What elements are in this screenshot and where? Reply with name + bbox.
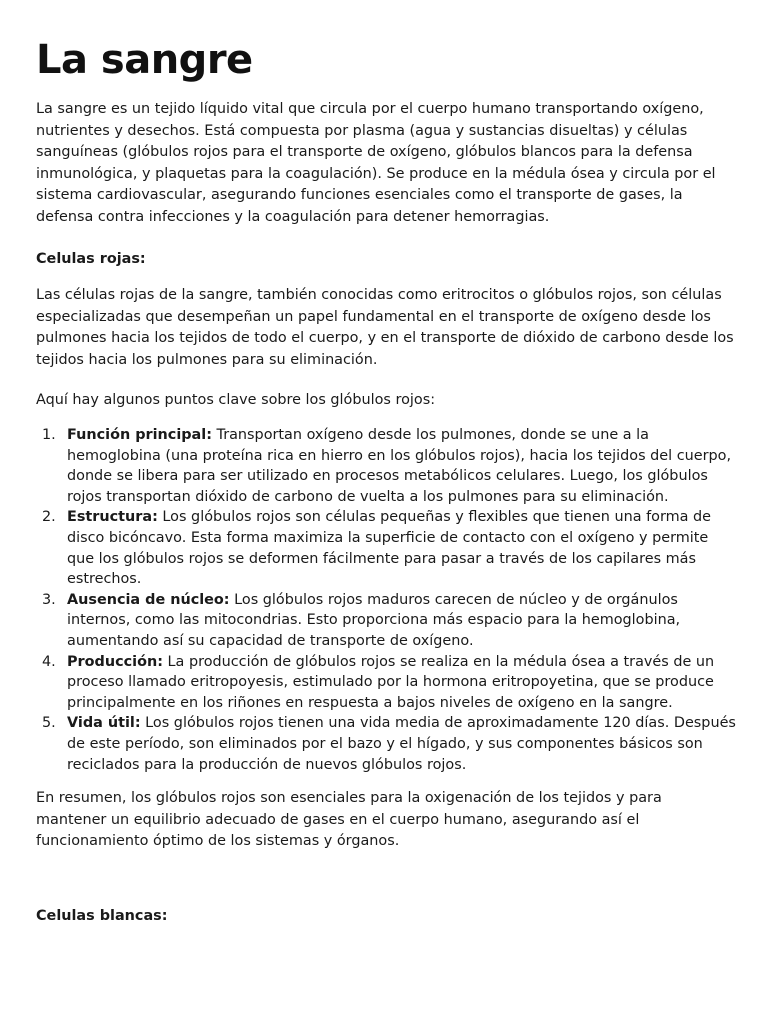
red-cells-summary: En resumen, los glóbulos rojos son esenciales para la oxigenación de los tejidos y para mantener un equilibrio adecuado de gases en el cuerpo humano, asegurando así el funcionamiento óptimo de los sistemas y órganos.	[36, 790, 662, 849]
list-item	[36, 590, 736, 652]
list-item-term: Estructura:	[67, 509, 158, 526]
list-item-term: Ausencia de núcleo:	[67, 591, 230, 608]
white-cells-heading: Celulas blancas:	[36, 908, 168, 924]
list-item-number: 5.	[42, 715, 56, 732]
list-item-text: Los glóbulos rojos son células pequeñas y flexibles que tienen una forma de disco bicóncavo. Esta forma maximiza la superficie de contacto con el oxígeno y permite que los glóbulos rojos se deformen fácilmente para pasar a través de los capilares más estrechos.	[67, 509, 712, 588]
list-item-text: Los glóbulos rojos maduros carecen de núcleo y de orgánulos internos, como las mitocondrias. Esto proporciona más espacio para la hemoglobina, aumentando así su capacidad de transporte de oxígeno.	[67, 591, 681, 649]
page-title: La sangre	[36, 37, 253, 83]
list-item	[36, 425, 736, 507]
red-cells-heading: Celulas rojas:	[36, 251, 146, 267]
list-item	[36, 652, 736, 714]
list-item-number: 3.	[42, 591, 56, 608]
list-item-number: 2.	[42, 509, 56, 526]
list-item-number: 1.	[42, 427, 56, 443]
list-item-text: Los glóbulos rojos tienen una vida media de aproximadamente 120 días. Después de este período, son eliminados por el bazo y el hígado, y sus componentes básicos son reciclados para la producción de nuevos glóbulos rojos.	[67, 715, 736, 773]
list-item-term: Vida útil:	[67, 715, 141, 732]
list-item	[36, 507, 736, 589]
list-item-text: Transportan oxígeno desde los pulmones, donde se une a la hemoglobina (una proteína rica en hierro en los glóbulos rojos), hacia los tejidos del cuerpo, donde se libera para ser utilizado en procesos metabólicos celulares. Luego, los glóbulos rojos transportan dióxido de carbono de vuelta a los pulmones para su eliminación.	[67, 427, 732, 505]
list-item	[36, 713, 736, 775]
list-item-term: Función principal:	[67, 427, 212, 443]
list-item-text: La producción de glóbulos rojos se realiza en la médula ósea a través de un proceso llamado eritropoyesis, estimulado por la hormona eritropoyetina, que se produce principalmente en los riñones en respuesta a bajos niveles de oxígeno en la sangre.	[67, 653, 715, 711]
red-cells-paragraph: Las células rojas de la sangre, también conocidas como eritrocitos o glóbulos rojos, son células especializadas que desempeñan un papel fundamental en el transporte de oxígeno desde los pulmones hacia los tejidos de todo el cuerpo, y en el transporte de dióxido de carbono desde los tejidos hacia los pulmones para su eliminación.	[36, 287, 734, 368]
list-item-term: Producción:	[67, 653, 163, 670]
list-item-number: 4.	[42, 653, 56, 670]
red-cells-list-intro: Aquí hay algunos puntos clave sobre los glóbulos rojos:	[36, 392, 436, 408]
red-cells-key-points-list	[36, 425, 736, 775]
intro-paragraph: La sangre es un tejido líquido vital que circula por el cuerpo humano transportando oxígeno, nutrientes y desechos. Está compuesta por plasma (agua y sustancias disueltas) y células sanguíneas (glóbulos rojos para el transporte de oxígeno, glóbulos blancos para la defensa inmunológica, y plaquetas para la coagulación). Se produce en la médula ósea y circula por el sistema cardiovascular, asegurando funciones esenciales como el transporte de gases, la defensa contra infecciones y la coagulación para detener hemorragias.	[36, 101, 716, 225]
